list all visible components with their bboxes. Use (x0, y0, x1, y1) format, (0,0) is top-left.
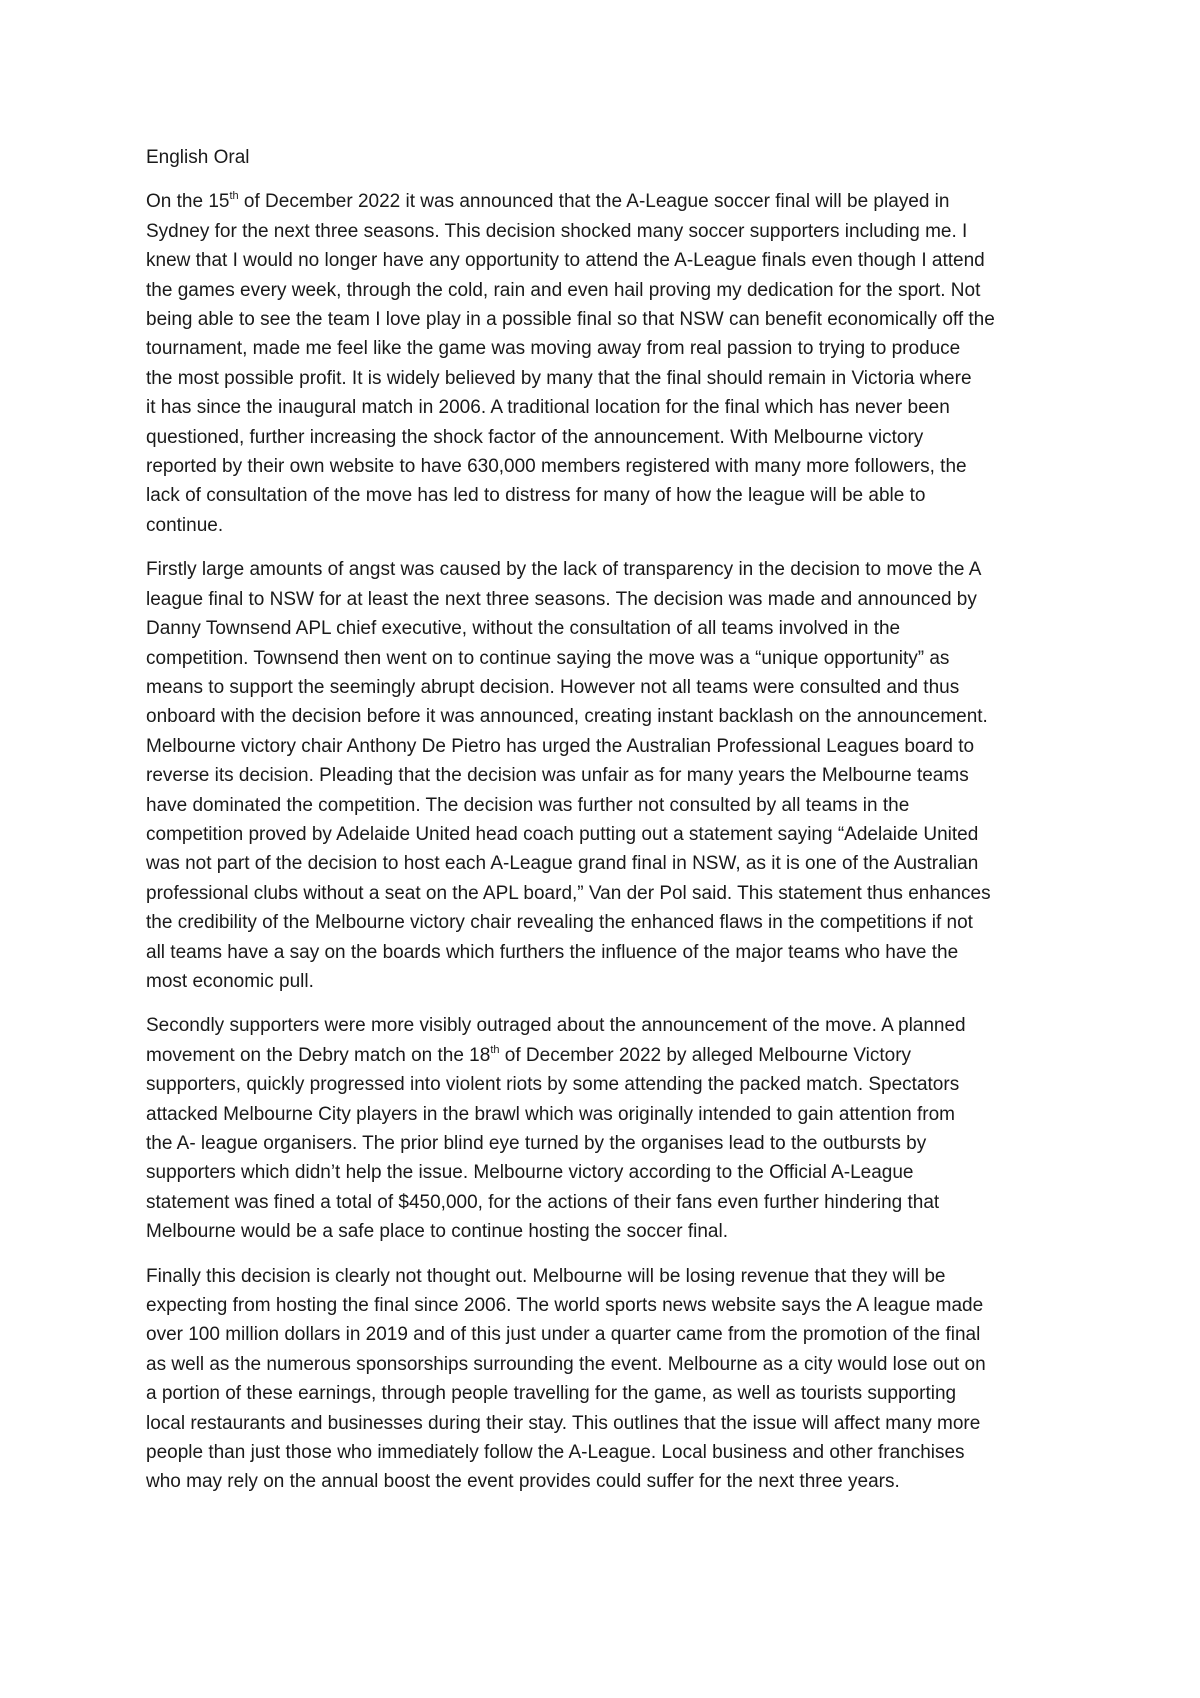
text-line (146, 423, 1066, 452)
text-segment: Firstly large amounts of angst was caused by the lack of transparency in the decision to move the A (146, 559, 982, 581)
text-segment: On the 15 (146, 191, 230, 213)
text-line (146, 452, 1066, 481)
text-line (146, 644, 1066, 673)
text-segment: being able to see the team I love play in a possible final so that NSW can benefit economically off the (146, 309, 995, 331)
document-title: English Oral (146, 147, 250, 168)
text-line (146, 246, 1066, 275)
text-segment: reported by their own website to have 630,000 members registered with many more followers, the (146, 456, 967, 478)
text-line (146, 1409, 1066, 1438)
text-line (146, 614, 1066, 643)
document-body (146, 143, 1066, 1512)
text-segment: the games every week, through the cold, rain and even hail proving my dedication for the sport. Not (146, 279, 981, 301)
text-segment: continue. (146, 514, 224, 536)
text-line (146, 879, 1066, 908)
text-segment: people than just those who immediately follow the A-League. Local business and other franchises (146, 1442, 965, 1464)
text-segment: Melbourne victory chair Anthony De Pietro has urged the Australian Professional Leagues board to (146, 735, 975, 757)
text-segment: local restaurants and businesses during their stay. This outlines that the issue will affect many more (146, 1412, 981, 1434)
text-line (146, 1379, 1066, 1408)
text-segment: Sydney for the next three seasons. This decision shocked many soccer supporters including me. I (146, 220, 968, 242)
text-line (146, 908, 1066, 937)
text-segment: Secondly supporters were more visibly outraged about the announcement of the move. A planned (146, 1015, 966, 1037)
text-line (146, 1188, 1066, 1217)
text-segment: of December 2022 by alleged Melbourne Victory (499, 1044, 912, 1066)
text-segment: expecting from hosting the final since 2006. The world sports news website says the A league made (146, 1295, 984, 1317)
text-segment: all teams have a say on the boards which furthers the influence of the major teams who have the (146, 941, 959, 963)
text-line (146, 305, 1066, 334)
text-segment: was not part of the decision to host each A-League grand final in NSW, as it is one of the Australian (146, 853, 979, 875)
text-line (146, 1070, 1066, 1099)
text-segment: the credibility of the Melbourne victory chair revealing the enhanced flaws in the competitions if not (146, 912, 973, 934)
text-line (146, 673, 1066, 702)
text-segment: questioned, further increasing the shock factor of the announcement. With Melbourne victory (146, 426, 924, 448)
text-line (146, 585, 1066, 614)
text-line (146, 1041, 1066, 1070)
text-segment: over 100 million dollars in 2019 and of this just under a quarter came from the promotion of the final (146, 1324, 981, 1346)
text-segment: lack of consultation of the move has led to distress for many of how the league will be able to (146, 485, 926, 507)
text-line (146, 1438, 1066, 1467)
text-segment: the most possible profit. It is widely believed by many that the final should remain in Victoria where (146, 367, 972, 389)
text-line (146, 820, 1066, 849)
text-line (146, 967, 1066, 996)
text-segment: Melbourne would be a safe place to continue hosting the soccer final. (146, 1221, 728, 1243)
text-line (146, 1129, 1066, 1158)
text-segment: movement on the Debry match on the 18 (146, 1044, 491, 1066)
paragraph (146, 555, 1066, 996)
text-line (146, 761, 1066, 790)
text-line (146, 276, 1066, 305)
text-line (146, 1350, 1066, 1379)
text-line (146, 1320, 1066, 1349)
text-segment: reverse its decision. Pleading that the decision was unfair as for many years the Melbourne teams (146, 765, 969, 787)
text-line (146, 1291, 1066, 1320)
text-segment: competition. Townsend then went on to continue saying the move was a “unique opportunity” as (146, 647, 950, 669)
text-line (146, 217, 1066, 246)
text-segment: means to support the seemingly abrupt decision. However not all teams were consulted and thus (146, 676, 960, 698)
text-segment: who may rely on the annual boost the event provides could suffer for the next three years. (146, 1471, 900, 1493)
paragraph (146, 1011, 1066, 1246)
text-line (146, 732, 1066, 761)
text-line (146, 555, 1066, 584)
text-line (146, 702, 1066, 731)
text-segment: Danny Townsend APL chief executive, without the consultation of all teams involved in the (146, 618, 901, 640)
text-segment: a portion of these earnings, through people travelling for the game, as well as tourists supporting (146, 1383, 957, 1405)
text-segment: onboard with the decision before it was announced, creating instant backlash on the announcement. (146, 706, 988, 728)
text-line (146, 187, 1066, 216)
text-line (146, 364, 1066, 393)
ordinal-suffix: th (229, 190, 239, 203)
text-line (146, 481, 1066, 510)
text-segment: competition proved by Adelaide United head coach putting out a statement saying “Adelaide United (146, 823, 979, 845)
text-line (146, 1217, 1066, 1246)
text-segment: professional clubs without a seat on the APL board,” Van der Pol said. This statement thus enhances (146, 882, 991, 904)
text-line (146, 1100, 1066, 1129)
text-segment: statement was fined a total of $450,000, for the actions of their fans even further hindering that (146, 1191, 940, 1213)
text-segment: knew that I would no longer have any opportunity to attend the A-League finals even though I attend (146, 250, 985, 272)
text-segment: have dominated the competition. The decision was further not consulted by all teams in the (146, 794, 910, 816)
text-segment: attacked Melbourne City players in the brawl which was originally intended to gain attention from (146, 1103, 955, 1125)
text-line (146, 791, 1066, 820)
text-line (146, 334, 1066, 363)
text-line (146, 511, 1066, 540)
text-segment: supporters which didn’t help the issue. Melbourne victory according to the Official A-League (146, 1162, 914, 1184)
text-segment: of December 2022 it was announced that the A-League soccer final will be played in (238, 191, 950, 213)
text-line (146, 849, 1066, 878)
text-segment: as well as the numerous sponsorships surrounding the event. Melbourne as a city would lose out on (146, 1353, 986, 1375)
text-segment: Finally this decision is clearly not thought out. Melbourne will be losing revenue that they will be (146, 1265, 946, 1287)
text-line (146, 393, 1066, 422)
text-line (146, 1158, 1066, 1187)
text-segment: the A- league organisers. The prior blind eye turned by the organises lead to the outbursts by (146, 1133, 927, 1154)
text-segment: supporters, quickly progressed into violent riots by some attending the packed match. Spectators (146, 1074, 960, 1096)
text-segment: league final to NSW for at least the next three seasons. The decision was made and announced by (146, 588, 977, 610)
ordinal-suffix: th (490, 1043, 500, 1056)
text-line (146, 1011, 1066, 1040)
text-line (146, 938, 1066, 967)
text-segment: it has since the inaugural match in 2006. A traditional location for the final which has never been (146, 397, 950, 419)
text-line (146, 1467, 1066, 1496)
text-segment: most economic pull. (146, 970, 314, 992)
text-segment: tournament, made me feel like the game was moving away from real passion to trying to produce (146, 338, 961, 360)
paragraph (146, 187, 1066, 540)
paragraph (146, 1262, 1066, 1497)
text-line (146, 1262, 1066, 1291)
